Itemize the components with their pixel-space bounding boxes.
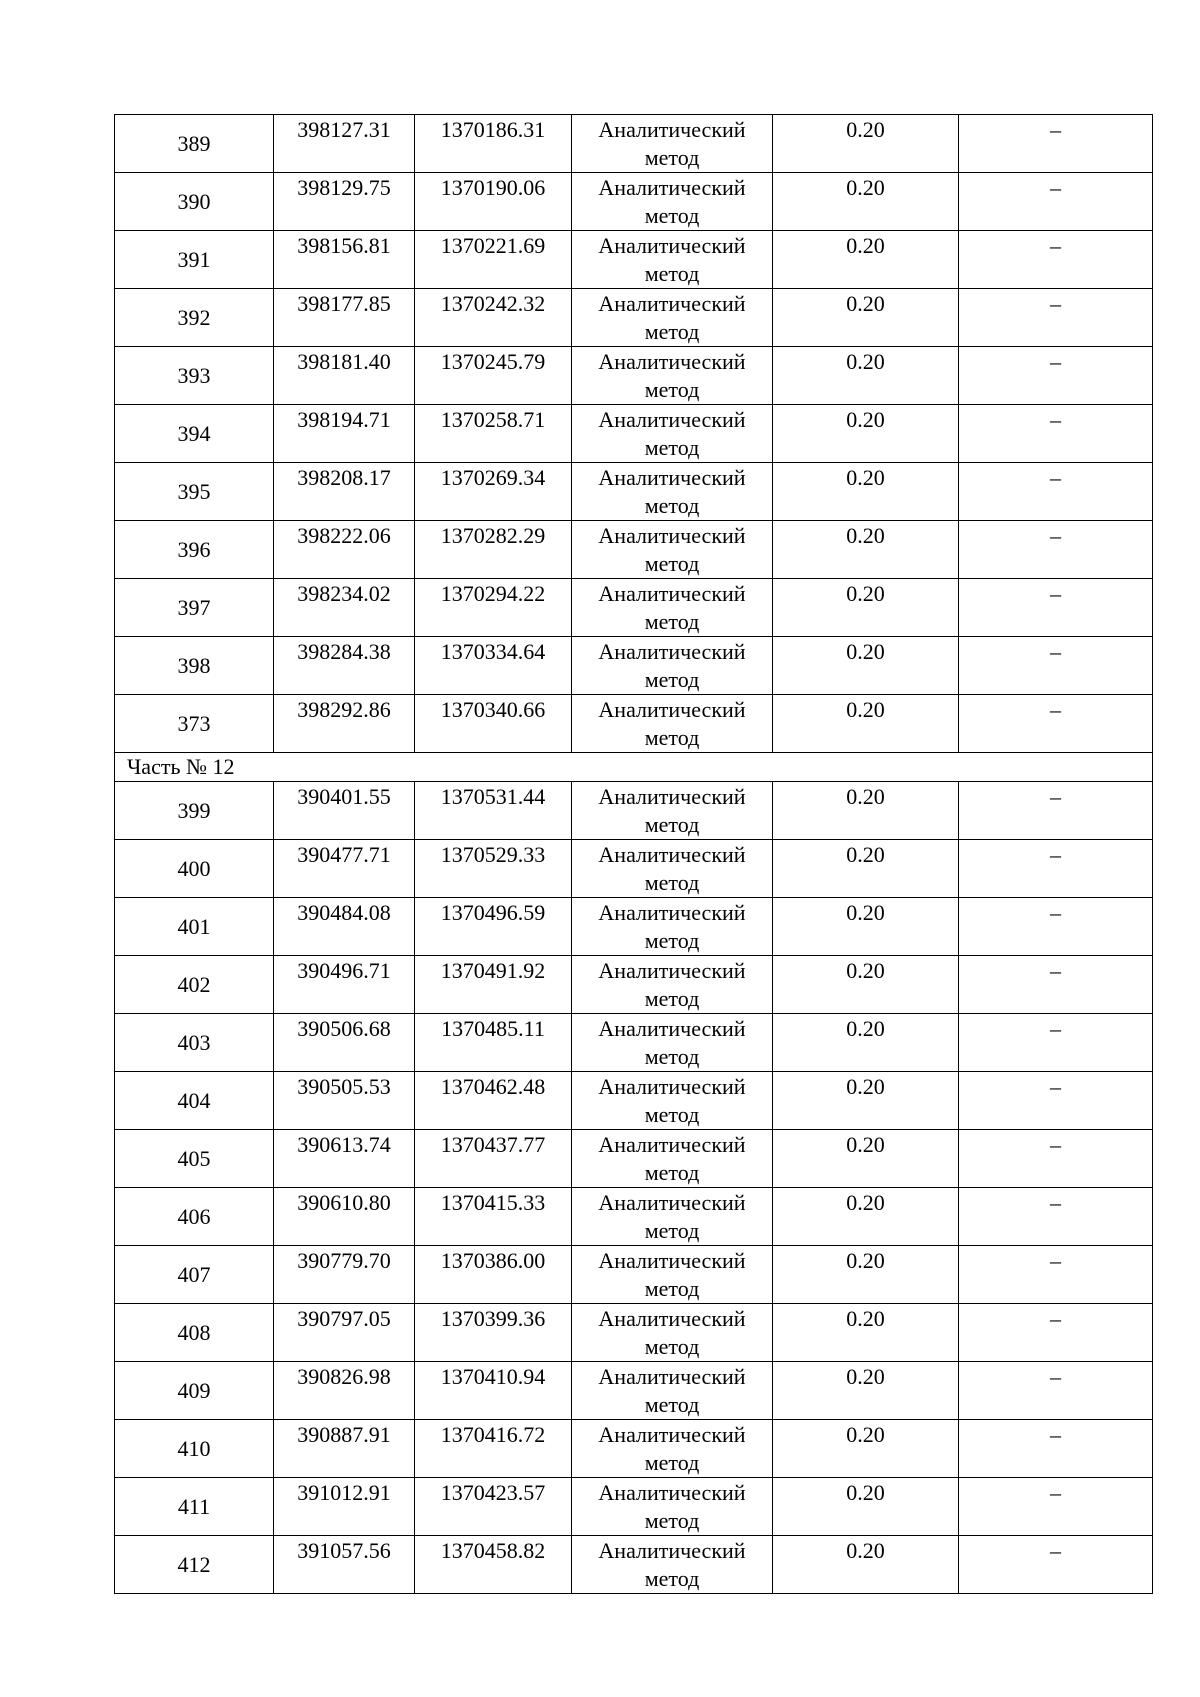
part-label: Часть № 12	[115, 753, 1153, 782]
part-header-row	[115, 753, 1153, 782]
method-cell: Аналитический метод	[572, 579, 773, 637]
note-cell: –	[959, 347, 1153, 405]
x-coordinate-cell: 398194.71	[274, 405, 415, 463]
y-coordinate-cell: 1370416.72	[415, 1420, 572, 1478]
point-number-cell: 402	[115, 956, 274, 1014]
point-number-cell: 412	[115, 1536, 274, 1594]
x-coordinate-cell: 390401.55	[274, 782, 415, 840]
coordinates-table	[114, 114, 1153, 1594]
x-coordinate-cell: 398234.02	[274, 579, 415, 637]
note-cell: –	[959, 1014, 1153, 1072]
method-cell: Аналитический метод	[572, 521, 773, 579]
y-coordinate-cell: 1370282.29	[415, 521, 572, 579]
table-row	[115, 956, 1153, 1014]
note-cell: –	[959, 405, 1153, 463]
note-cell: –	[959, 521, 1153, 579]
note-cell: –	[959, 782, 1153, 840]
accuracy-cell: 0.20	[773, 1072, 959, 1130]
point-number-cell: 408	[115, 1304, 274, 1362]
y-coordinate-cell: 1370458.82	[415, 1536, 572, 1594]
point-number-cell: 406	[115, 1188, 274, 1246]
method-cell: Аналитический метод	[572, 405, 773, 463]
y-coordinate-cell: 1370334.64	[415, 637, 572, 695]
point-number-cell: 389	[115, 115, 274, 173]
x-coordinate-cell: 390779.70	[274, 1246, 415, 1304]
method-cell: Аналитический метод	[572, 1246, 773, 1304]
point-number-cell: 391	[115, 231, 274, 289]
point-number-cell: 398	[115, 637, 274, 695]
x-coordinate-cell: 390496.71	[274, 956, 415, 1014]
accuracy-cell: 0.20	[773, 1246, 959, 1304]
table-row	[115, 637, 1153, 695]
method-cell: Аналитический метод	[572, 637, 773, 695]
table-row	[115, 1420, 1153, 1478]
method-cell: Аналитический метод	[572, 782, 773, 840]
method-cell: Аналитический метод	[572, 840, 773, 898]
y-coordinate-cell: 1370423.57	[415, 1478, 572, 1536]
x-coordinate-cell: 391012.91	[274, 1478, 415, 1536]
method-cell: Аналитический метод	[572, 463, 773, 521]
y-coordinate-cell: 1370437.77	[415, 1130, 572, 1188]
point-number-cell: 411	[115, 1478, 274, 1536]
y-coordinate-cell: 1370529.33	[415, 840, 572, 898]
method-cell: Аналитический метод	[572, 231, 773, 289]
x-coordinate-cell: 398127.31	[274, 115, 415, 173]
x-coordinate-cell: 390887.91	[274, 1420, 415, 1478]
y-coordinate-cell: 1370496.59	[415, 898, 572, 956]
table-row	[115, 1536, 1153, 1594]
note-cell: –	[959, 1536, 1153, 1594]
method-cell: Аналитический метод	[572, 1130, 773, 1188]
note-cell: –	[959, 1246, 1153, 1304]
x-coordinate-cell: 390477.71	[274, 840, 415, 898]
y-coordinate-cell: 1370415.33	[415, 1188, 572, 1246]
x-coordinate-cell: 391057.56	[274, 1536, 415, 1594]
table-row	[115, 1014, 1153, 1072]
note-cell: –	[959, 231, 1153, 289]
point-number-cell: 407	[115, 1246, 274, 1304]
method-cell: Аналитический метод	[572, 956, 773, 1014]
y-coordinate-cell: 1370462.48	[415, 1072, 572, 1130]
y-coordinate-cell: 1370491.92	[415, 956, 572, 1014]
accuracy-cell: 0.20	[773, 405, 959, 463]
accuracy-cell: 0.20	[773, 115, 959, 173]
x-coordinate-cell: 398129.75	[274, 173, 415, 231]
table-row	[115, 782, 1153, 840]
point-number-cell: 396	[115, 521, 274, 579]
accuracy-cell: 0.20	[773, 289, 959, 347]
table-row	[115, 1246, 1153, 1304]
accuracy-cell: 0.20	[773, 1420, 959, 1478]
note-cell: –	[959, 840, 1153, 898]
table-row	[115, 1188, 1153, 1246]
y-coordinate-cell: 1370186.31	[415, 115, 572, 173]
point-number-cell: 401	[115, 898, 274, 956]
accuracy-cell: 0.20	[773, 1188, 959, 1246]
point-number-cell: 403	[115, 1014, 274, 1072]
note-cell: –	[959, 289, 1153, 347]
method-cell: Аналитический метод	[572, 1420, 773, 1478]
accuracy-cell: 0.20	[773, 1536, 959, 1594]
x-coordinate-cell: 398292.86	[274, 695, 415, 753]
table-row	[115, 840, 1153, 898]
table-row	[115, 405, 1153, 463]
note-cell: –	[959, 956, 1153, 1014]
method-cell: Аналитический метод	[572, 1478, 773, 1536]
method-cell: Аналитический метод	[572, 1072, 773, 1130]
note-cell: –	[959, 1420, 1153, 1478]
y-coordinate-cell: 1370245.79	[415, 347, 572, 405]
accuracy-cell: 0.20	[773, 695, 959, 753]
y-coordinate-cell: 1370294.22	[415, 579, 572, 637]
method-cell: Аналитический метод	[572, 1362, 773, 1420]
y-coordinate-cell: 1370485.11	[415, 1014, 572, 1072]
x-coordinate-cell: 398222.06	[274, 521, 415, 579]
y-coordinate-cell: 1370269.34	[415, 463, 572, 521]
x-coordinate-cell: 398284.38	[274, 637, 415, 695]
table-body	[115, 115, 1153, 1594]
method-cell: Аналитический метод	[572, 1304, 773, 1362]
point-number-cell: 395	[115, 463, 274, 521]
x-coordinate-cell: 390797.05	[274, 1304, 415, 1362]
y-coordinate-cell: 1370221.69	[415, 231, 572, 289]
y-coordinate-cell: 1370340.66	[415, 695, 572, 753]
y-coordinate-cell: 1370386.00	[415, 1246, 572, 1304]
y-coordinate-cell: 1370242.32	[415, 289, 572, 347]
point-number-cell: 399	[115, 782, 274, 840]
x-coordinate-cell: 398156.81	[274, 231, 415, 289]
y-coordinate-cell: 1370190.06	[415, 173, 572, 231]
point-number-cell: 404	[115, 1072, 274, 1130]
accuracy-cell: 0.20	[773, 782, 959, 840]
table-row	[115, 173, 1153, 231]
y-coordinate-cell: 1370410.94	[415, 1362, 572, 1420]
method-cell: Аналитический метод	[572, 173, 773, 231]
x-coordinate-cell: 398177.85	[274, 289, 415, 347]
accuracy-cell: 0.20	[773, 463, 959, 521]
x-coordinate-cell: 390613.74	[274, 1130, 415, 1188]
accuracy-cell: 0.20	[773, 347, 959, 405]
x-coordinate-cell: 398181.40	[274, 347, 415, 405]
table-row	[115, 347, 1153, 405]
table-row	[115, 695, 1153, 753]
method-cell: Аналитический метод	[572, 1188, 773, 1246]
table-row	[115, 463, 1153, 521]
x-coordinate-cell: 390610.80	[274, 1188, 415, 1246]
note-cell: –	[959, 1188, 1153, 1246]
table-row	[115, 521, 1153, 579]
note-cell: –	[959, 579, 1153, 637]
x-coordinate-cell: 398208.17	[274, 463, 415, 521]
note-cell: –	[959, 898, 1153, 956]
table-row	[115, 289, 1153, 347]
method-cell: Аналитический метод	[572, 898, 773, 956]
accuracy-cell: 0.20	[773, 173, 959, 231]
note-cell: –	[959, 173, 1153, 231]
accuracy-cell: 0.20	[773, 898, 959, 956]
method-cell: Аналитический метод	[572, 347, 773, 405]
table-row	[115, 115, 1153, 173]
table-row	[115, 1478, 1153, 1536]
table-row	[115, 1362, 1153, 1420]
point-number-cell: 393	[115, 347, 274, 405]
note-cell: –	[959, 637, 1153, 695]
point-number-cell: 400	[115, 840, 274, 898]
point-number-cell: 397	[115, 579, 274, 637]
method-cell: Аналитический метод	[572, 115, 773, 173]
accuracy-cell: 0.20	[773, 1014, 959, 1072]
note-cell: –	[959, 1478, 1153, 1536]
note-cell: –	[959, 695, 1153, 753]
table-row	[115, 579, 1153, 637]
accuracy-cell: 0.20	[773, 637, 959, 695]
note-cell: –	[959, 1072, 1153, 1130]
x-coordinate-cell: 390826.98	[274, 1362, 415, 1420]
table-row	[115, 898, 1153, 956]
table-row	[115, 1130, 1153, 1188]
note-cell: –	[959, 1362, 1153, 1420]
method-cell: Аналитический метод	[572, 289, 773, 347]
y-coordinate-cell: 1370258.71	[415, 405, 572, 463]
table-row	[115, 231, 1153, 289]
y-coordinate-cell: 1370399.36	[415, 1304, 572, 1362]
accuracy-cell: 0.20	[773, 1304, 959, 1362]
method-cell: Аналитический метод	[572, 695, 773, 753]
x-coordinate-cell: 390506.68	[274, 1014, 415, 1072]
point-number-cell: 410	[115, 1420, 274, 1478]
y-coordinate-cell: 1370531.44	[415, 782, 572, 840]
x-coordinate-cell: 390484.08	[274, 898, 415, 956]
accuracy-cell: 0.20	[773, 521, 959, 579]
point-number-cell: 373	[115, 695, 274, 753]
accuracy-cell: 0.20	[773, 956, 959, 1014]
point-number-cell: 405	[115, 1130, 274, 1188]
table-row	[115, 1072, 1153, 1130]
accuracy-cell: 0.20	[773, 840, 959, 898]
accuracy-cell: 0.20	[773, 1362, 959, 1420]
accuracy-cell: 0.20	[773, 231, 959, 289]
x-coordinate-cell: 390505.53	[274, 1072, 415, 1130]
point-number-cell: 390	[115, 173, 274, 231]
method-cell: Аналитический метод	[572, 1536, 773, 1594]
table-row	[115, 1304, 1153, 1362]
accuracy-cell: 0.20	[773, 1478, 959, 1536]
point-number-cell: 392	[115, 289, 274, 347]
note-cell: –	[959, 1130, 1153, 1188]
accuracy-cell: 0.20	[773, 1130, 959, 1188]
note-cell: –	[959, 115, 1153, 173]
point-number-cell: 394	[115, 405, 274, 463]
accuracy-cell: 0.20	[773, 579, 959, 637]
point-number-cell: 409	[115, 1362, 274, 1420]
method-cell: Аналитический метод	[572, 1014, 773, 1072]
note-cell: –	[959, 463, 1153, 521]
note-cell: –	[959, 1304, 1153, 1362]
